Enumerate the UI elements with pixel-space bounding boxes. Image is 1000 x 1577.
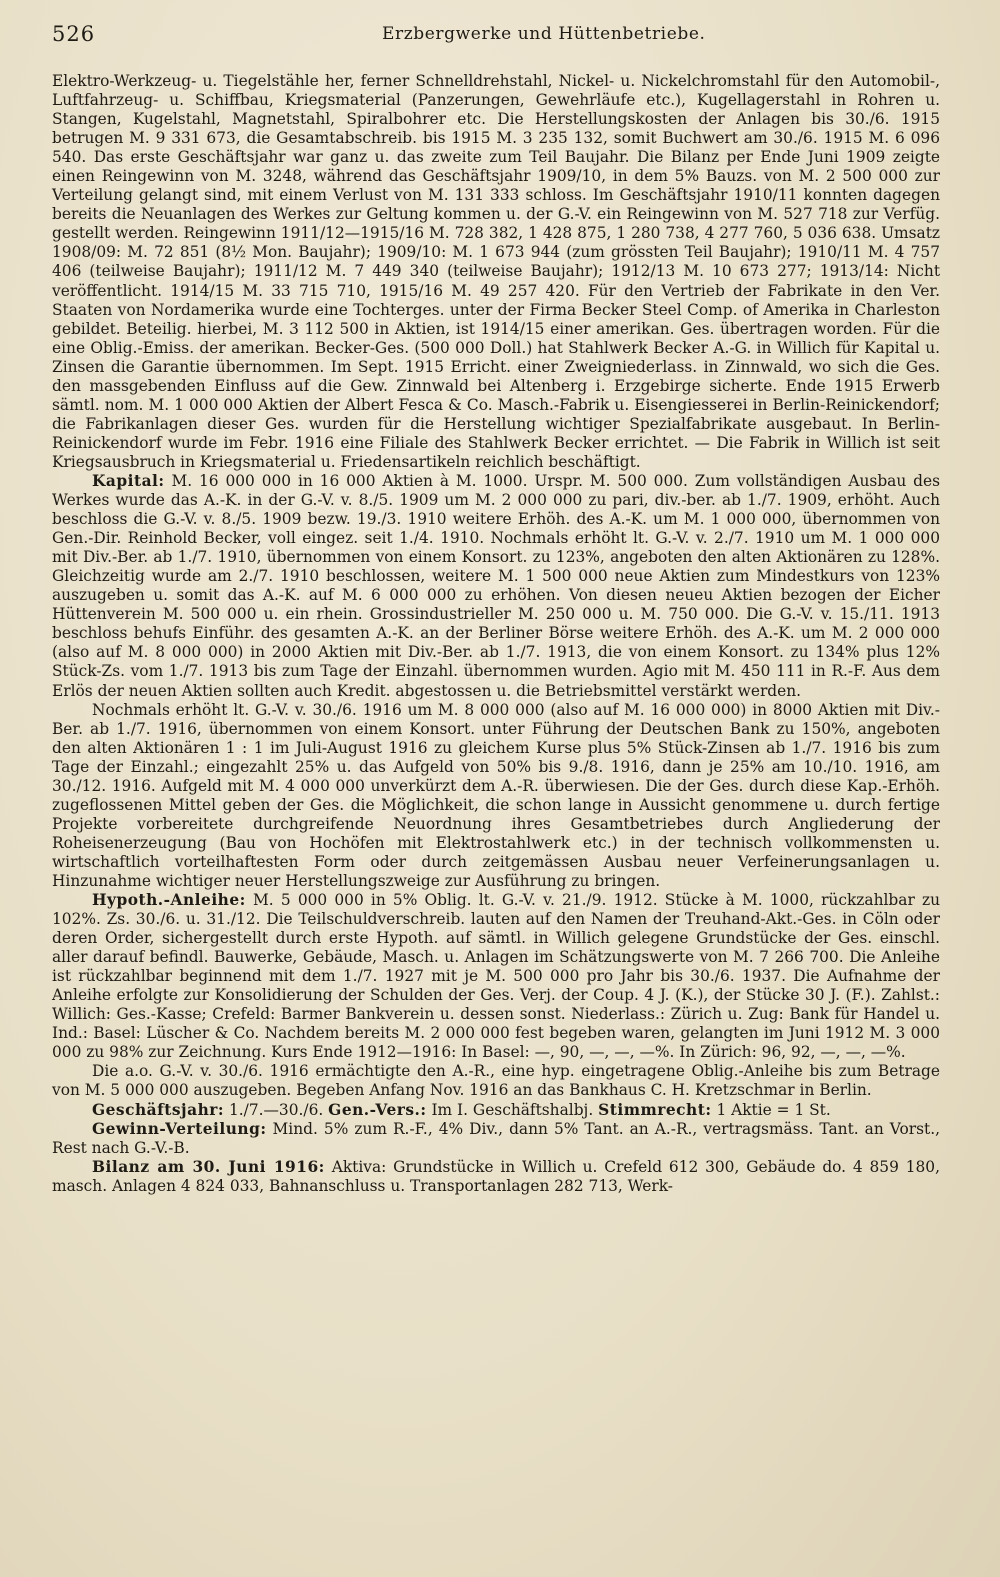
- paragraph-kapital: [52, 472, 940, 701]
- paragraph-text: Aktiva: Grundstücke in Willich u. Crefeld 612 300, Gebäude do. 4 859 180, masch. Anlagen 4 824 033, Bahnanschluss u. Transportanlagen 282 713, Werk-: [52, 1157, 940, 1195]
- paragraph-text: Nochmals erhöht lt. G.-V. v. 30./6. 1916 um M. 8 000 000 (also auf M. 16 000 000) in 8000 Aktien mit Div.-Ber. ab 1./7. 1916, übernommen von einem Konsort. unter Führung der Deutschen Bank zu 150%, angeboten den alten Aktionären 1 : 1 im Juli-August 1916 zu gleichem Kurse plus 5% Stück-Zinsen ab 1./7. 1916 bis zum Tage der Einzahl.; eingezahlt 25% u. das Aufgeld von 50% bis 9./8. 1916, dann je 25% am 10./10. 1916, am 30./12. 1916. Aufgeld mit M. 4 000 000 unverkürzt dem A.-R. überwiesen. Die der Ges. durch diese Kap.-Erhöh. zugeflossenen Mittel geben der Ges. die Möglichkeit, die schon lange in Aussicht genommene u. durch fertige Projekte vorbereitete durchgreifende Neuordnung ihres Gesamtbetriebes durch Angliederung der Roheisenerzeugung (Bau von Hochöfen mit Elektrostahlwerk etc.) in der technisch vollkommensten u. wirtschaftlich vorteilhaftesten Form oder durch zeitgemässen Ausbau neuer Verfeinerungsanlagen u. Hinzunahme wichtiger neuer Herstellungszweige zur Ausführung zu bringen.: [52, 700, 940, 890]
- paragraph-text: 1 Aktie = 1 St.: [716, 1100, 831, 1119]
- section-label-gen-vers: Gen.-Vers.:: [328, 1100, 427, 1119]
- section-label-kapital: Kapital:: [92, 471, 165, 490]
- paragraph-text: Die a.o. G.-V. v. 30./6. 1916 ermächtigte den A.-R., eine hyp. eingetragene Oblig.-Anleihe bis zum Betrage von M. 5 000 000 auszugeben. Begeben Anfang Nov. 1916 an das Bankhaus C. H. Kretzschmar in Berlin.: [52, 1062, 940, 1100]
- paragraph-gewinn-verteilung: [52, 1120, 940, 1158]
- paragraph-text: Im I. Geschäftshalbj.: [431, 1100, 594, 1119]
- paragraph-text: 1./7.—30./6.: [228, 1100, 324, 1119]
- body-text: [52, 72, 940, 1196]
- paragraph-text: Mind. 5% zum R.-F., 4% Div., dann 5% Tant. an A.-R., vertragsmäss. Tant. an Vorst., Rest nach G.-V.-B.: [52, 1119, 940, 1157]
- paragraph-company-description: [52, 72, 940, 472]
- section-label-stimmrecht: Stimmrecht:: [598, 1100, 712, 1119]
- section-label-bilanz: Bilanz am 30. Juni 1916:: [92, 1157, 325, 1176]
- paragraph-text: Elektro-Werkzeug- u. Tiegelstähle her, ferner Schnelldrehstahl, Nickel- u. Nickelchromstahl für den Automobil-, Luftfahrzeug- u. Schiffbau, Kriegsmaterial (Panzerungen, Gewehrläufe etc.), Kugellagerstahl in Rohren u. Stangen, Kugelstahl, Magnetstahl, Spiralbohrer etc. Die Herstellungskosten der Anlagen bis 30./6. 1915 betrugen M. 9 331 673, die Gesamtabschreib. bis 1915 M. 3 235 132, somit Buchwert am 30./6. 1915 M. 6 096 540. Das erste Geschäftsjahr war ganz u. das zweite zum Teil Baujahr. Die Bilanz per Ende Juni 1909 zeigte einen Reingewinn von M. 3248, während das Geschäftsjahr 1909/10, in dem 5% Bauzs. von M. 2 500 000 zur Verteilung gelangt sind, mit einem Verlust von M. 131 333 schloss. Im Geschäftsjahr 1910/11 konnten dagegen bereits die Neuanlagen des Werkes zur Geltung kommen u. der G.-V. ein Reingewinn von M. 527 718 zur Verfüg. gestellt werden. Reingewinn 1911/12—1915/16 M. 728 382, 1 428 875, 1 280 738, 4 277 760, 5 036 638. Umsatz 1908/09: M. 72 851 (8½ Mon. Baujahr); 1909/10: M. 1 673 944 (zum grössten Teil Baujahr); 1910/11 M. 4 757 406 (teilweise Baujahr); 1911/12 M. 7 449 340 (teilweise Baujahr); 1912/13 M. 10 673 277; 1913/14: Nicht veröffentlicht. 1914/15 M. 33 715 710, 1915/16 M. 49 257 420. Für den Vertrieb der Fabrikate in den Ver. Staaten von Nordamerika wurde eine Tochterges. unter der Firma Becker Steel Comp. of Amerika in Charleston gebildet. Beteilig. hierbei, M. 3 112 500 in Aktien, ist 1914/15 einer amerikan. Ges. übertragen worden. Für die eine Oblig.-Emiss. der amerikan. Becker-Ges. (500 000 Doll.) hat Stahlwerk Becker A.-G. in Willich für Kapital u. Zinsen die Garantie übernommen. Im Sept. 1915 Erricht. einer Zweigniederlass. in Zinnwald, wo sich die Ges. den massgebenden Einfluss auf die Gew. Zinnwald bei Altenberg i. Erzgebirge sicherte. Ende 1915 Erwerb sämtl. nom. M. 1 000 000 Aktien der Albert Fesca & Co. Masch.-Fabrik u. Eisengiesserei in Berlin-Reinickendorf; die Fabrikanlagen dieser Ges. wurden für die Herstellung wichtiger Spezialfabrikate ausgebaut. In Berlin-Reinickendorf wurde im Febr. 1916 eine Filiale des Stahlwerk Becker errichtet. — Die Fabrik in Willich ist seit Kriegsausbruch in Kriegsmaterial u. Friedensartikeln reichlich beschäftigt.: [52, 72, 940, 471]
- paragraph-text: M. 5 000 000 in 5% Oblig. lt. G.-V. v. 21./9. 1912. Stücke à M. 1000, rückzahlbar zu 102%. Zs. 30./6. u. 31./12. Die Teilschuldverschreib. lauten auf den Namen der Treuhand-Akt.-Ges. in Cöln oder deren Order, sichergestellt durch erste Hypoth. auf sämtl. in Willich gelegene Grundstücke der Ges. einschl. aller darauf befindl. Bauwerke, Gebäude, Masch. u. Anlagen im Schätzungswerte von M. 7 266 700. Die Anleihe ist rückzahlbar beginnend mit dem 1./7. 1927 mit je M. 500 000 pro Jahr bis 30./6. 1937. Die Aufnahme der Anleihe erfolgte zur Konsolidierung der Schulden der Ges. Verj. der Coup. 4 J. (K.), der Stücke 30 J. (F.). Zahlst.: Willich: Ges.-Kasse; Crefeld: Barmer Bankverein u. dessen sonst. Niederlass.: Zürich u. Zug: Bank für Handel u. Ind.: Basel: Lüscher & Co. Nachdem bereits M. 2 000 000 fest begeben waren, gelangten im Juni 1912 M. 3 000 000 zu 98% zur Zeichnung. Kurs Ende 1912—1916: In Basel: —, 90, —, —, —%. In Zürich: 96, 92, —, —, —%.: [52, 891, 940, 1062]
- paragraph-kapital-continued: [52, 701, 940, 891]
- paragraph-hypoth-anleihe: [52, 891, 940, 1062]
- paragraph-text: M. 16 000 000 in 16 000 Aktien à M. 1000. Urspr. M. 500 000. Zum vollständigen Ausbau des Werkes wurde das A.-K. in der G.-V. v. 8./5. 1909 um M. 2 000 000 zu pari, div.-ber. ab 1./7. 1909, erhöht. Auch beschloss die G.-V. v. 8./5. 1909 bezw. 19./3. 1910 weitere Erhöh. des A.-K. um M. 1 000 000, übernommen von Gen.-Dir. Reinhold Becker, voll eingez. seit 1./4. 1910. Nochmals erhöht lt. G.-V. v. 2./7. 1910 um M. 1 000 000 mit Div.-Ber. ab 1./7. 1910, übernommen von einem Konsort. zu 123%, angeboten den alten Aktionären zu 128%. Gleichzeitig wurde am 2./7. 1910 beschlossen, weitere M. 1 500 000 neue Aktien zum Mindestkurs von 123% auszugeben u. somit das A.-K. auf M. 6 000 000 zu erhöhen. Von diesen neueu Aktien bezogen der Eicher Hüttenverein M. 500 000 u. ein rhein. Grossindustrieller M. 250 000 u. M. 750 000. Die G.-V. v. 15./11. 1913 beschloss behufs Einführ. des gesamten A.-K. an der Berliner Börse weitere Erhöh. des A.-K. um M. 2 000 000 (also auf M. 8 000 000) in 2000 Aktien mit Div.-Ber. ab 1./7. 1913, die von einem Konsort. zu 134% plus 12% Stück-Zs. vom 1./7. 1913 bis zum Tage der Einzahl. übernommen wurden. Agio mit M. 450 111 in R.-F. Aus dem Erlös der neuen Aktien sollten auch Kredit. abgestossen u. die Betriebsmittel verstärkt werden.: [52, 471, 940, 700]
- paragraph-bilanz: [52, 1158, 940, 1196]
- running-head: Erzbergwerke und Hüttenbetriebe.: [382, 24, 706, 44]
- paragraph-geschaeftsjahr: [52, 1101, 940, 1120]
- section-label-gewinn-verteilung: Gewinn-Verteilung:: [92, 1119, 267, 1138]
- page-header: [52, 22, 960, 54]
- section-label-geschaeftsjahr: Geschäftsjahr:: [92, 1100, 225, 1119]
- page-number: 526: [52, 22, 96, 46]
- paragraph-anleihe-note: [52, 1062, 940, 1100]
- section-label-hypoth-anleihe: Hypoth.-Anleihe:: [92, 891, 246, 910]
